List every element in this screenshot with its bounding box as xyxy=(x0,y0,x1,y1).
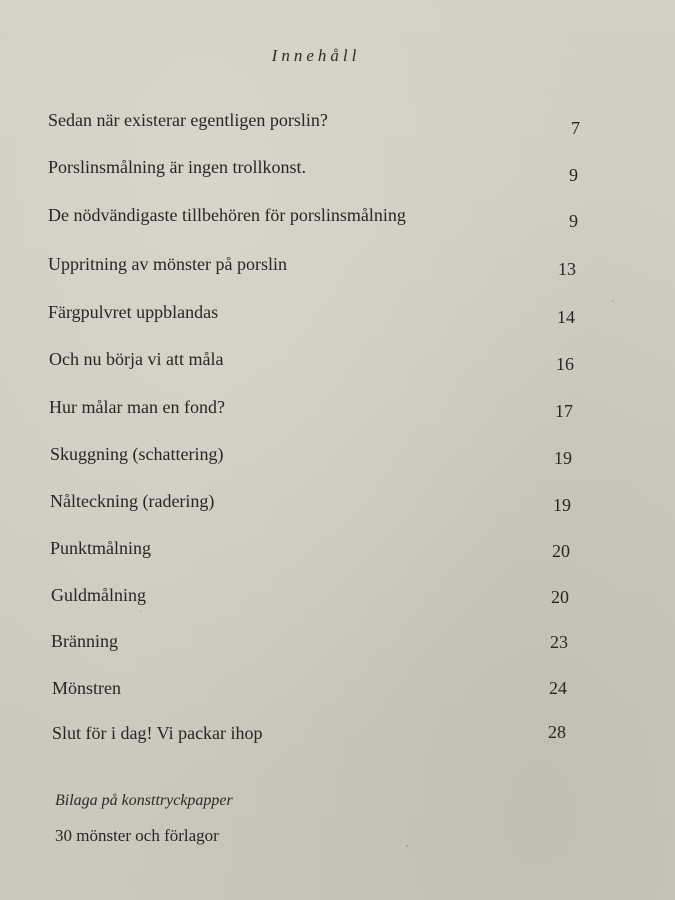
toc-entry-page: 20 xyxy=(551,587,569,607)
paper-speck xyxy=(612,300,614,302)
toc-entry-title: Färgpulvret uppblandas xyxy=(48,302,219,322)
appendix-title: Bilaga på konsttryckpapper xyxy=(55,792,233,809)
appendix-text: 30 mönster och förlagor xyxy=(55,826,219,845)
toc-entry-page: 28 xyxy=(548,722,566,742)
toc-entry-page: 9 xyxy=(569,211,578,231)
paper-speck xyxy=(140,610,142,612)
toc-entry-page: 7 xyxy=(571,118,580,138)
toc-entry-page: 23 xyxy=(550,632,568,652)
toc-entry-page: 9 xyxy=(569,165,578,185)
toc-entry-page: 14 xyxy=(557,307,575,327)
toc-entry-page: 19 xyxy=(554,448,572,468)
toc-entry-page: 17 xyxy=(555,401,573,421)
page-title: Innehåll xyxy=(271,46,361,65)
toc-entry-title: Skuggning (schattering) xyxy=(50,444,224,464)
toc-entry-title: Porslinsmålning är ingen trollkonst. xyxy=(48,157,306,177)
toc-entry-title: Bränning xyxy=(51,631,118,651)
toc-entry-title: Uppritning av mönster på porslin xyxy=(48,254,287,274)
toc-entry-title: Mönstren xyxy=(52,678,121,698)
toc-entry-page: 20 xyxy=(552,541,570,561)
toc-entry-title: Guldmålning xyxy=(51,585,146,605)
toc-entry-title: Och nu börja vi att måla xyxy=(49,349,224,369)
toc-entry-title: Slut för i dag! Vi packar ihop xyxy=(52,723,263,743)
toc-entry-title: De nödvändigaste tillbehören för porslinsmålning xyxy=(48,205,406,225)
toc-entry-title: Nålteckning (radering) xyxy=(50,491,215,511)
toc-entry-page: 16 xyxy=(556,354,574,374)
toc-entry-page: 24 xyxy=(549,678,567,698)
toc-entry-title: Sedan när existerar egentligen porslin? xyxy=(48,110,328,130)
toc-entry-page: 19 xyxy=(553,495,571,515)
paper-speck xyxy=(406,845,408,847)
toc-entry-title: Punktmålning xyxy=(50,538,152,558)
toc-entry-page: 13 xyxy=(558,259,576,279)
toc-entry-title: Hur målar man en fond? xyxy=(49,397,225,417)
